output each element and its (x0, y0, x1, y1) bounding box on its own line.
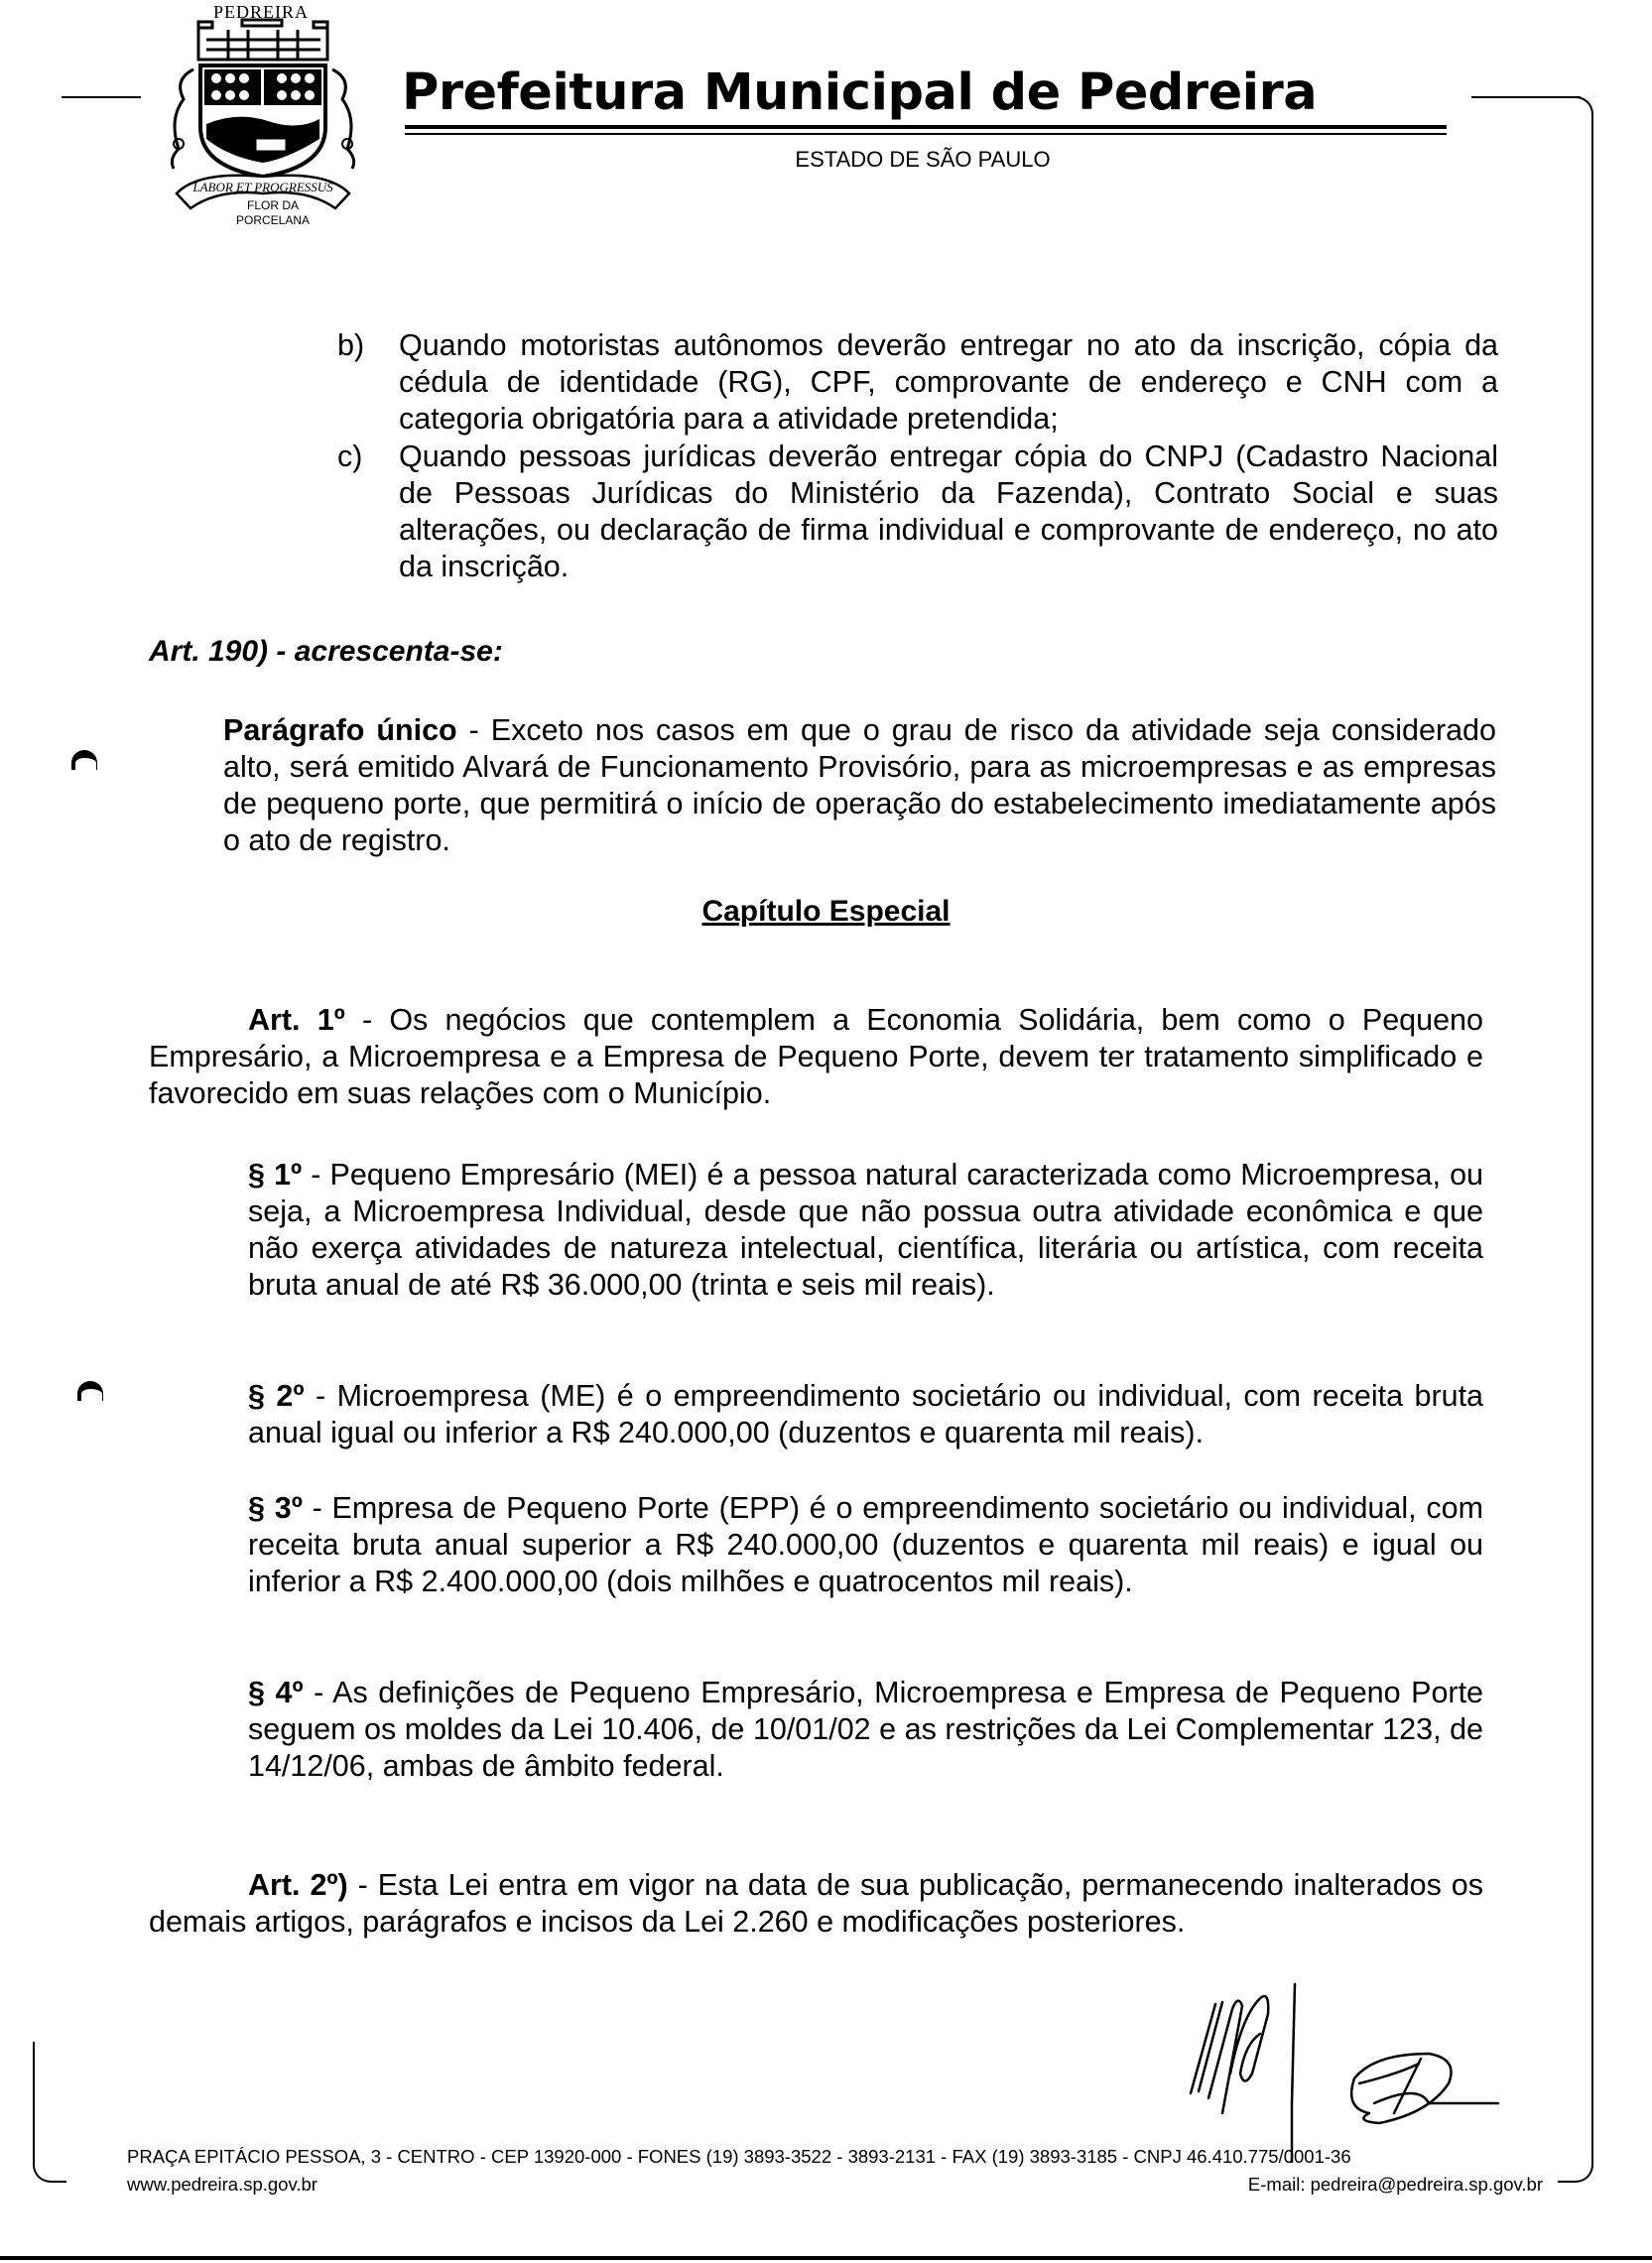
crest-caption-line1: FLOR DA (246, 198, 299, 212)
paragraph-label: § 4º (248, 1676, 304, 1709)
paragraph-text: - As definições de Pequeno Empresário, Microempresa e Empresa de Pequeno Porte seguem os moldes da Lei 10.406, de 10/01/02 e as restrições da Lei Complementar 123, de 14/12/06, ambas de âmbito federal. (248, 1676, 1484, 1783)
list-marker: c) (337, 440, 363, 473)
crest-caption-line2: PORCELANA (235, 213, 311, 227)
list-text: Quando pessoas jurídicas deverão entregar cópia do CNPJ (Cadastro Nacional de Pessoas Jurídicas do Ministério da Fazenda), Contrato Social e suas alterações, ou declaração de firma individual e comprovante de endereço, no ato da inscrição. (399, 440, 1498, 583)
page-subtitle: ESTADO DE SÃO PAULO (795, 147, 1051, 172)
paragrafo-unico (223, 712, 1496, 859)
title-rule-thin (405, 133, 1447, 135)
footer-address: PRAÇA EPITÁCIO PESSOA, 3 - CENTRO - CEP 13920-000 - FONES (19) 3893-3522 - 3893-2131 - FAX (19) 3893-3185 - CNPJ 46.410.775/0001-36 (127, 2146, 1351, 2167)
paragraph-4 (248, 1675, 1483, 1785)
article-2-label: Art. 2º) (248, 1868, 348, 1902)
footer-website-link[interactable]: www.pedreira.sp.gov.br (127, 2174, 318, 2195)
list-marker: b) (337, 328, 365, 362)
frame-left-rule (33, 2042, 35, 2151)
svg-text:LABOR ET PROGRESSUS: LABOR ET PROGRESSUS (192, 180, 333, 194)
paragraph-text: - Microempresa (ME) é o empreendimento societário ou individual, com receita bruta anual igual ou inferior a R$ 240.000,00 (duzentos e quarenta mil reais). (248, 1379, 1484, 1449)
article-190-heading: Art. 190) - acrescenta-se: (149, 635, 503, 668)
frame-corner-bottom-right (1558, 2153, 1593, 2183)
frame-right-rule (1591, 119, 1593, 2153)
municipal-crest-icon (149, 0, 377, 230)
article-1-text: - Os negócios que contemplem a Economia Solidária, bem como o Pequeno Empresário, a Microempresa e a Empresa de Pequeno Porte, devem ter tratamento simplificado e favorecido em suas relações com o Município. (149, 1003, 1483, 1110)
signatures-icon (1161, 1964, 1558, 2163)
paragrafo-unico-text: - Exceto nos casos em que o grau de risco da atividade seja considerado alto, será emitido Alvará de Funcionamento Provisório, para as microempresas e as empresas de pequeno porte, que permitirá o início de operação do estabelecimento imediatamente após o ato de registro. (223, 713, 1496, 857)
paragraph-3 (248, 1490, 1483, 1600)
frame-corner-bottom-left (33, 2143, 66, 2183)
article-1-label: Art. 1º (248, 1003, 345, 1037)
footer-bottom-rule (0, 2256, 1652, 2260)
paragraph-label: § 1º (248, 1158, 303, 1192)
scan-punch-mark-icon (77, 1381, 103, 1401)
paragraph-2 (248, 1378, 1483, 1451)
page-title: Prefeitura Municipal de Pedreira (402, 63, 1318, 122)
paragraph-text: - Empresa de Pequeno Porte (EPP) é o empreendimento societário ou individual, com receita bruta anual superior a R$ 240.000,00 (duzentos e quarenta mil reais) e igual ou inferior a R$ 2.400.000,00 (dois milhões e quatrocentos mil reais). (248, 1491, 1483, 1598)
paragrafo-unico-label: Parágrafo único (223, 713, 457, 747)
list-text: Quando motoristas autônomos deverão entregar no ato da inscrição, cópia da cédula de identidade (RG), CPF, comprovante de endereço e CNH com a categoria obrigatória para a atividade pretendida; (399, 328, 1498, 436)
article-2 (149, 1867, 1483, 1941)
article-2-text: - Esta Lei entra em vigor na data de sua publicação, permanecendo inalterados os demais artigos, parágrafos e incisos da Lei 2.260 e modificações posteriores. (149, 1868, 1483, 1939)
title-rule-thick (405, 125, 1447, 129)
paragraph-label: § 2º (248, 1379, 305, 1413)
article-1 (149, 1002, 1483, 1112)
frame-corner-top-right (1568, 96, 1593, 122)
frame-top-rule (1471, 96, 1581, 98)
header-left-rule (62, 96, 141, 98)
scan-punch-mark-icon (71, 750, 97, 770)
crest-banner-text: PEDREIRA (212, 2, 309, 22)
paragraph-1 (248, 1157, 1483, 1304)
crest-caption (203, 198, 342, 228)
list-item-c (337, 439, 1498, 585)
paragraph-text: - Pequeno Empresário (MEI) é a pessoa natural caracterizada como Microempresa, ou seja, a Microempresa Individual, desde que não possua outra atividade econômica e que não exerça atividades de natureza intelectual, científica, literária ou artística, com receita bruta anual de até R$ 36.000,00 (trinta e seis mil reais). (248, 1158, 1483, 1302)
list-item-b (337, 327, 1498, 438)
chapter-title: Capítulo Especial (701, 895, 951, 928)
paragraph-label: § 3º (248, 1491, 303, 1525)
footer-email-link[interactable]: E-mail: pedreira@pedreira.sp.gov.br (1247, 2174, 1543, 2195)
